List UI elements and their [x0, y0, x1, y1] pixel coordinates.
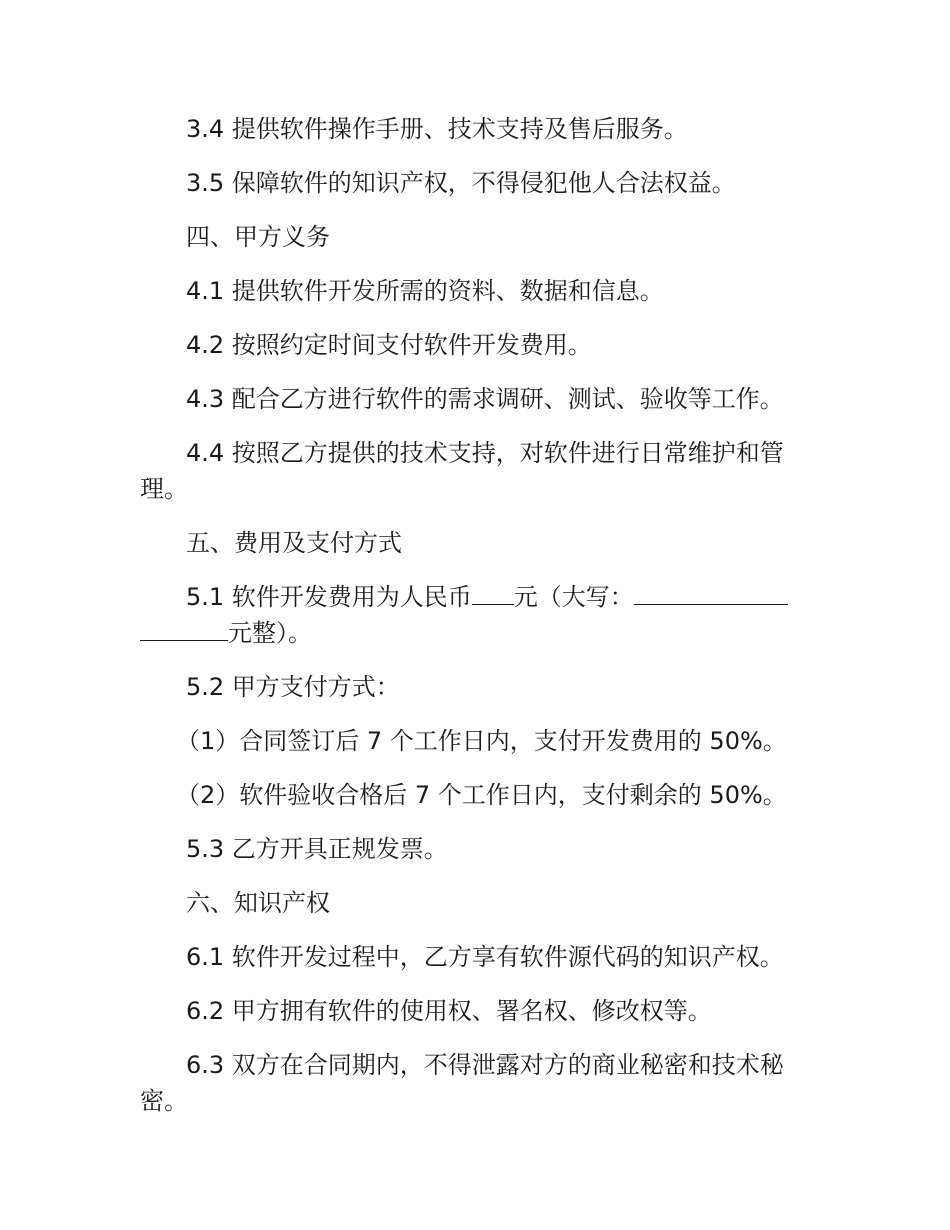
clause-4-4-line2: 理。: [140, 475, 188, 503]
section-heading-6: 六、知识产权: [186, 889, 330, 917]
clause-4-2: 4.2 按照约定时间支付软件开发费用。: [186, 331, 592, 359]
amount-words-blank-2: [140, 618, 228, 641]
clause-3-5: 3.5 保障软件的知识产权，不得侵犯他人合法权益。: [186, 169, 736, 197]
section-heading-5: 五、费用及支付方式: [186, 529, 402, 557]
section-heading-4: 四、甲方义务: [186, 223, 330, 251]
clause-5-1-prefix: 5.1 软件开发费用为人民币: [186, 583, 472, 611]
clause-3-4: 3.4 提供软件操作手册、技术支持及售后服务。: [186, 115, 688, 143]
clause-4-1: 4.1 提供软件开发所需的资料、数据和信息。: [186, 277, 664, 305]
clause-5-2: 5.2 甲方支付方式：: [186, 673, 400, 701]
clause-6-3-line2: 密。: [140, 1087, 188, 1115]
clause-5-2-item-1: （1）合同签订后 7 个工作日内，支付开发费用的 50%。: [176, 727, 787, 755]
clause-5-2-item-2: （2）软件验收合格后 7 个工作日内，支付剩余的 50%。: [176, 781, 787, 809]
clause-4-3: 4.3 配合乙方进行软件的需求调研、测试、验收等工作。: [186, 385, 784, 413]
clause-4-4-line1: 4.4 按照乙方提供的技术支持，对软件进行日常维护和管: [186, 439, 784, 467]
clause-5-1-suffix: 元整）。: [228, 619, 312, 647]
clause-6-2: 6.2 甲方拥有软件的使用权、署名权、修改权等。: [186, 997, 712, 1025]
clause-5-1-line2: [140, 616, 805, 650]
clause-6-3-line1: 6.3 双方在合同期内，不得泄露对方的商业秘密和技术秘: [186, 1051, 784, 1079]
clause-6-1: 6.1 软件开发过程中，乙方享有软件源代码的知识产权。: [186, 943, 784, 971]
amount-blank: [472, 582, 514, 605]
clause-5-1-middle: 元（大写：: [513, 583, 634, 611]
amount-words-blank-1: [634, 582, 788, 605]
clause-5-3: 5.3 乙方开具正规发票。: [186, 835, 448, 863]
clause-5-1-line1: [140, 580, 805, 614]
